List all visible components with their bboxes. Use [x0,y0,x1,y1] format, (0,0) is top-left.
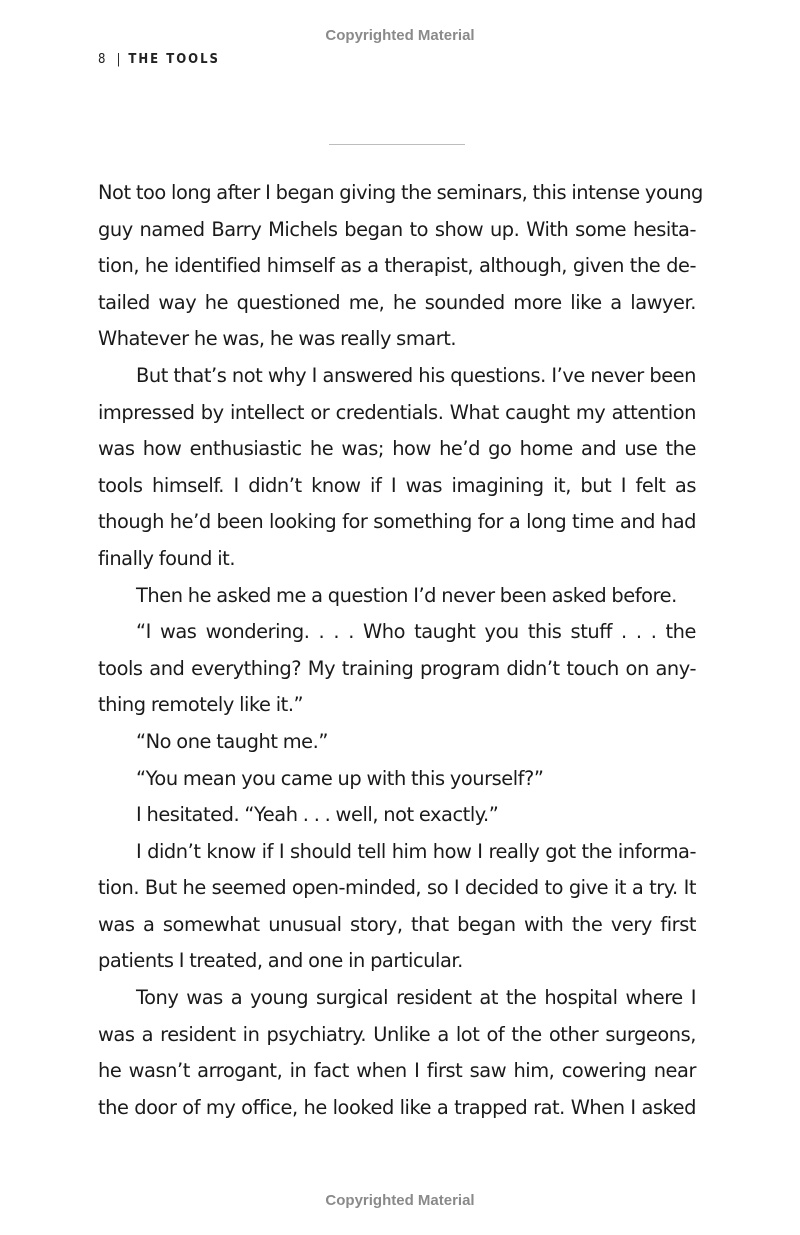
text-line: patients I treated, and one in particular. [98,949,463,973]
text-line: tools himself. I didn’t know if I was imagining it, but I felt as [98,473,696,497]
text-line: Tony was a young surgical resident at the hospital where I [136,986,696,1010]
text-line: guy named Barry Michels began to show up. With some hesita- [98,217,696,241]
text-line: though he’d been looking for something for a long time and had [98,510,696,534]
text-line: Whatever he was, he was really smart. [98,327,457,351]
text-line: was a resident in psychiatry. Unlike a lot of the other surgeons, [98,1022,696,1046]
text-line: was a somewhat unusual story, that began with the very first [98,912,696,936]
text-line: I didn’t know if I should tell him how I really got the informa- [136,839,696,863]
text-line: he wasn’t arrogant, in fact when I first saw him, cowering near [98,1059,696,1083]
running-head-separator: | [116,52,121,67]
text-line: tion. But he seemed open-minded, so I decided to give it a try. It [98,876,696,900]
text-line: “You mean you came up with this yourself?” [136,766,544,790]
text-line: thing remotely like it.” [98,693,304,717]
text-line: tools and everything? My training program didn’t touch on any- [98,656,696,680]
copyright-watermark-top: Copyrighted Material [325,27,475,44]
copyright-watermark-bottom: Copyrighted Material [325,1192,475,1209]
section-title: THE TOOLS [128,52,220,67]
text-line: “No one taught me.” [136,729,328,753]
text-line: “I was wondering. . . . Who taught you this stuff . . . the [136,620,696,644]
text-line: was how enthusiastic he was; how he’d go home and use the [98,437,696,461]
text-line: the door of my office, he looked like a trapped rat. When I asked [98,1095,696,1119]
text-line: But that’s not why I answered his questions. I’ve never been [136,363,696,387]
text-line: tailed way he questioned me, he sounded more like a lawyer. [98,290,696,314]
text-line: Then he asked me a question I’d never been asked before. [136,583,677,607]
text-line: tion, he identified himself as a therapist, although, given the de- [98,254,696,278]
text-line: I hesitated. “Yeah . . . well, not exactly.” [136,803,499,827]
text-line: finally found it. [98,546,236,570]
running-head [98,52,220,67]
section-break-rule [329,144,465,145]
body-text [98,175,703,1126]
text-line: impressed by intellect or credentials. What caught my attention [98,400,696,424]
page-number: 8 [98,52,108,67]
text-line: Not too long after I began giving the seminars, this intense young [98,181,703,204]
